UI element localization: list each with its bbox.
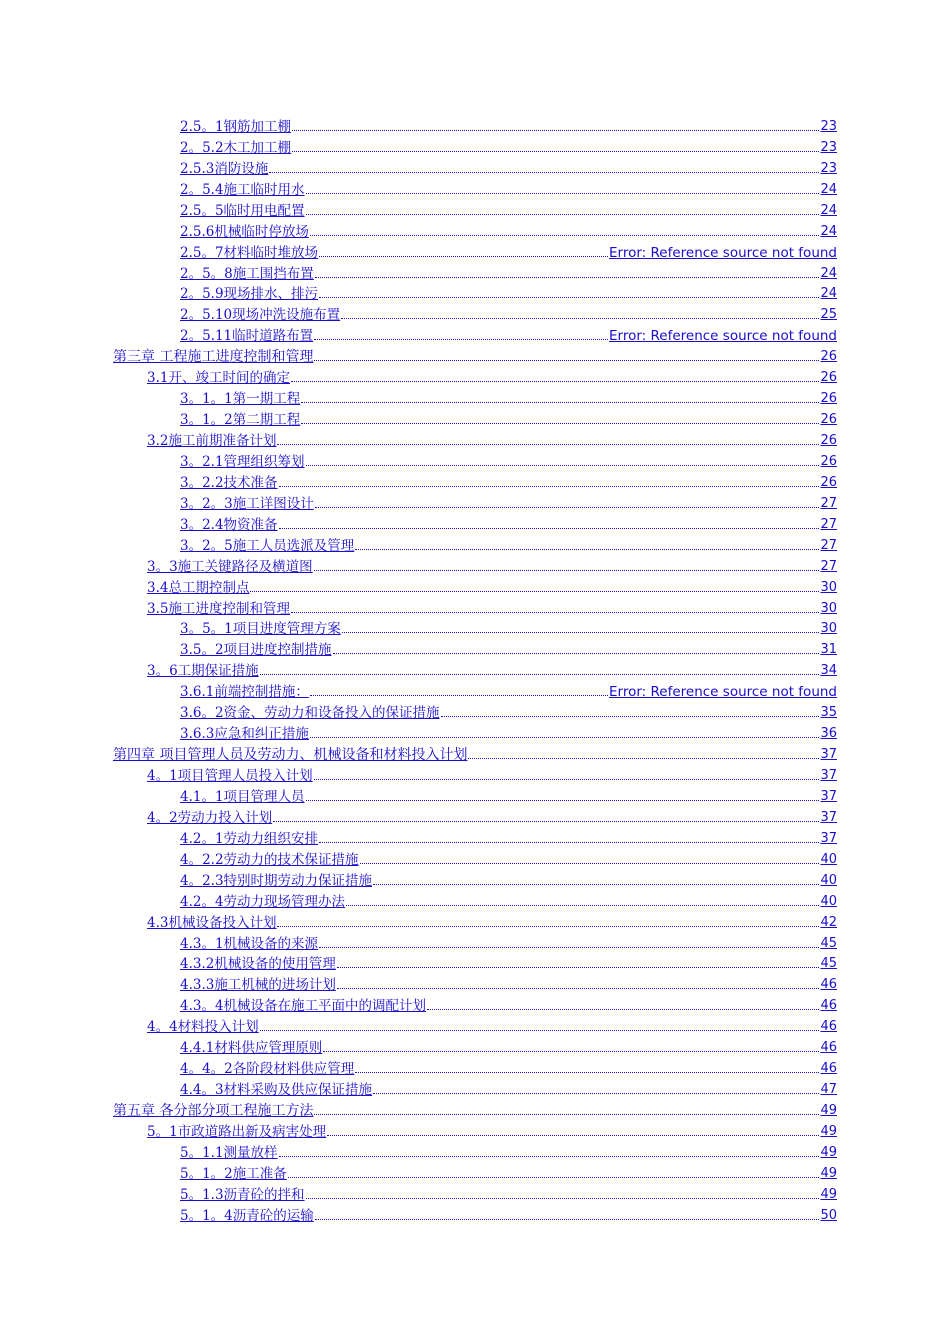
toc-dot-leader — [277, 926, 819, 927]
toc-entry[interactable] — [0, 659, 950, 680]
toc-entry[interactable] — [0, 869, 950, 890]
toc-entry-title: 2。5.4施工临时用水 — [180, 181, 305, 198]
table-of-contents — [0, 115, 950, 1225]
toc-entry-title: 3。5。1项目进度管理方案 — [180, 621, 341, 638]
toc-dot-leader — [310, 235, 820, 236]
toc-entry-page: 46 — [820, 1019, 837, 1035]
toc-entry-page: 26 — [820, 349, 837, 365]
toc-dot-leader — [291, 612, 819, 613]
toc-entry-title: 2。5.2木工加工棚 — [180, 139, 292, 156]
toc-entry[interactable] — [0, 115, 950, 136]
toc-entry-title: 2.5。7材料临时堆放场 — [180, 244, 319, 261]
toc-entry-page: 27 — [820, 558, 837, 574]
toc-entry-title: 4。4。2各阶段材料供应管理 — [180, 1061, 355, 1078]
toc-entry-title: 3。2.2技术准备 — [180, 474, 278, 491]
toc-dot-leader — [342, 632, 820, 633]
toc-entry-page: 27 — [820, 516, 837, 532]
toc-entry[interactable] — [0, 366, 950, 387]
toc-entry-title: 3。3施工关键路径及横道图 — [147, 558, 313, 575]
toc-entry-page: 31 — [820, 642, 837, 658]
toc-entry-page: 47 — [820, 1082, 837, 1098]
toc-entry-page: 26 — [820, 474, 837, 490]
toc-entry[interactable] — [0, 471, 950, 492]
toc-entry[interactable] — [0, 638, 950, 659]
toc-entry-page: 30 — [820, 621, 837, 637]
toc-entry-page: 24 — [820, 286, 837, 302]
toc-entry-title: 3.2施工前期准备计划 — [147, 433, 277, 449]
toc-entry-page: 46 — [820, 1040, 837, 1056]
toc-dot-leader — [291, 381, 819, 382]
toc-dot-leader — [355, 549, 819, 550]
toc-entry-title: 4.2。4劳动力现场管理办法 — [180, 893, 346, 910]
toc-dot-leader — [288, 1177, 820, 1178]
toc-entry-page: 46 — [820, 1061, 837, 1077]
toc-dot-leader — [315, 277, 820, 278]
toc-entry-page: 46 — [820, 977, 837, 993]
toc-dot-leader — [355, 1072, 819, 1073]
toc-entry[interactable] — [0, 743, 950, 764]
toc-entry-page: 26 — [820, 433, 837, 448]
toc-entry[interactable] — [0, 492, 950, 513]
toc-entry-page: 26 — [820, 412, 837, 428]
toc-dot-leader — [279, 1156, 820, 1157]
toc-entry-title: 2.5.6机械临时停放场 — [180, 223, 309, 240]
toc-entry-page: 40 — [820, 851, 837, 867]
toc-entry[interactable] — [0, 1120, 950, 1141]
toc-dot-leader — [292, 130, 819, 131]
toc-dot-leader — [306, 465, 820, 466]
toc-entry-title: 第三章 工程施工进度控制和管理 — [113, 349, 314, 366]
toc-entry[interactable] — [0, 408, 950, 429]
toc-entry-page: 24 — [820, 181, 837, 197]
toc-entry-title: 4.3。1机械设备的来源 — [180, 935, 319, 952]
toc-entry[interactable] — [0, 785, 950, 806]
toc-dot-leader — [314, 1114, 819, 1115]
toc-entry-page: 24 — [820, 202, 837, 218]
toc-entry-page: Error: Reference source not found — [609, 684, 837, 701]
toc-entry-title: 3。6工期保证措施 — [147, 663, 259, 680]
toc-dot-leader — [319, 297, 819, 298]
toc-entry-page: 23 — [820, 139, 837, 155]
toc-entry[interactable] — [0, 220, 950, 241]
toc-dot-leader — [315, 1219, 820, 1220]
toc-entry-page: Error: Reference source not found — [609, 328, 837, 345]
toc-entry[interactable] — [0, 1036, 950, 1057]
toc-entry-title: 3。2。5施工人员选派及管理 — [180, 537, 355, 554]
toc-dot-leader — [314, 360, 819, 361]
toc-entry-page: 37 — [820, 788, 837, 804]
toc-entry-title: 4.2。1劳动力组织安排 — [180, 830, 319, 847]
toc-entry-title: 2.5。5临时用电配置 — [180, 202, 305, 219]
toc-dot-leader — [306, 193, 820, 194]
toc-dot-leader — [319, 947, 819, 948]
toc-dot-leader — [260, 674, 820, 675]
toc-entry-page: 24 — [820, 223, 837, 239]
toc-entry-page: 24 — [820, 265, 837, 281]
toc-entry[interactable] — [0, 178, 950, 199]
toc-entry[interactable] — [0, 513, 950, 534]
toc-entry-title: 3.5。2项目进度控制措施 — [180, 642, 332, 659]
toc-entry[interactable] — [0, 199, 950, 220]
toc-entry-title: 4。4材料投入计划 — [147, 1019, 259, 1036]
toc-entry[interactable] — [0, 911, 950, 932]
toc-entry[interactable] — [0, 1162, 950, 1183]
toc-entry-title: 3.6.3应急和纠正措施 — [180, 726, 309, 743]
toc-entry-page: 27 — [820, 495, 837, 511]
toc-dot-leader — [319, 256, 608, 257]
toc-entry[interactable] — [0, 241, 950, 262]
toc-entry[interactable] — [0, 387, 950, 408]
toc-entry-page: 49 — [820, 1144, 837, 1160]
toc-entry[interactable] — [0, 262, 950, 283]
toc-entry-page: 30 — [820, 600, 837, 616]
toc-entry-title: 3.6.1前端控制措施： — [180, 684, 309, 701]
toc-entry-page: 26 — [820, 391, 837, 407]
toc-entry-page: 49 — [820, 1165, 837, 1181]
toc-dot-leader — [333, 653, 820, 654]
toc-entry-page: 49 — [820, 1186, 837, 1202]
toc-dot-leader — [310, 737, 820, 738]
toc-entry[interactable] — [0, 283, 950, 304]
toc-entry-title: 3。2.4物资准备 — [180, 516, 278, 533]
toc-entry-page: 40 — [820, 872, 837, 888]
toc-entry-title: 第五章 各分部分项工程施工方法 — [113, 1103, 314, 1119]
toc-entry-page: Error: Reference source not found — [609, 244, 837, 261]
toc-entry[interactable] — [0, 618, 950, 639]
toc-entry-title: 2。5.9现场排水、排污 — [180, 286, 319, 303]
toc-dot-leader — [306, 1198, 820, 1199]
toc-dot-leader — [337, 988, 820, 989]
toc-entry-page: 36 — [820, 726, 837, 742]
toc-entry[interactable] — [0, 345, 950, 366]
toc-entry-page: 37 — [820, 830, 837, 846]
toc-entry[interactable] — [0, 973, 950, 994]
toc-entry-page: 45 — [820, 935, 837, 951]
toc-entry[interactable] — [0, 932, 950, 953]
toc-entry[interactable] — [0, 450, 950, 471]
toc-entry[interactable] — [0, 324, 950, 345]
toc-entry-page: 26 — [820, 453, 837, 469]
toc-entry-page: 27 — [820, 537, 837, 553]
toc-entry-title: 4.3.2机械设备的使用管理 — [180, 956, 336, 973]
toc-entry-title: 5。1.3沥青砼的拌和 — [180, 1186, 305, 1203]
toc-dot-leader — [301, 402, 819, 403]
toc-entry-page: 50 — [820, 1207, 837, 1223]
toc-entry[interactable] — [0, 827, 950, 848]
toc-entry[interactable] — [0, 890, 950, 911]
toc-entry-page: 37 — [820, 809, 837, 825]
toc-dot-leader — [273, 821, 819, 822]
toc-entry[interactable] — [0, 429, 950, 450]
toc-entry-page: 46 — [820, 998, 837, 1014]
toc-entry[interactable] — [0, 701, 950, 722]
toc-dot-leader — [314, 779, 820, 780]
toc-dot-leader — [314, 570, 820, 571]
toc-entry-title: 4.3机械设备投入计划 — [147, 914, 277, 931]
toc-entry[interactable] — [0, 576, 950, 597]
toc-entry[interactable] — [0, 1204, 950, 1225]
toc-entry-title: 2。5.10现场冲洗设施布置 — [180, 307, 341, 324]
toc-entry[interactable] — [0, 848, 950, 869]
toc-dot-leader — [346, 905, 819, 906]
toc-dot-leader — [301, 423, 819, 424]
toc-entry-page: 40 — [820, 893, 837, 909]
toc-entry[interactable] — [0, 1183, 950, 1204]
toc-entry-title: 2.5.3消防设施 — [180, 160, 269, 177]
toc-dot-leader — [337, 967, 820, 968]
toc-entry[interactable] — [0, 680, 950, 701]
toc-entry-page: 45 — [820, 956, 837, 972]
toc-dot-leader — [292, 151, 819, 152]
toc-dot-leader — [315, 507, 820, 508]
toc-entry-page: 42 — [820, 914, 837, 930]
toc-entry-page: 35 — [820, 705, 837, 721]
toc-entry-title: 4。2劳动力投入计划 — [147, 809, 273, 826]
toc-entry-title: 3.1开、竣工时间的确定 — [147, 370, 290, 387]
toc-dot-leader — [373, 884, 819, 885]
toc-entry[interactable] — [0, 597, 950, 618]
toc-dot-leader — [373, 1093, 819, 1094]
toc-entry-page: 37 — [820, 747, 837, 763]
toc-entry-title: 4.4。3材料采购及供应保证措施 — [180, 1082, 373, 1099]
toc-entry-title: 5。1。2施工准备 — [180, 1165, 287, 1182]
toc-entry[interactable] — [0, 555, 950, 576]
toc-entry-page: 25 — [820, 307, 837, 323]
toc-dot-leader — [327, 1135, 819, 1136]
toc-entry-title: 4。2.3特别时期劳动力保证措施 — [180, 872, 373, 889]
toc-dot-leader — [427, 1009, 819, 1010]
toc-entry-title: 2。5.11临时道路布置 — [180, 328, 314, 345]
toc-entry-page: 26 — [820, 370, 837, 386]
toc-entry[interactable] — [0, 303, 950, 324]
toc-entry[interactable] — [0, 136, 950, 157]
toc-entry-page: 34 — [820, 663, 837, 679]
toc-dot-leader — [250, 591, 819, 592]
toc-entry-title: 3。2。3施工详图设计 — [180, 495, 314, 512]
toc-dot-leader — [319, 842, 819, 843]
toc-dot-leader — [310, 695, 608, 696]
toc-dot-leader — [306, 800, 820, 801]
toc-entry[interactable] — [0, 994, 950, 1015]
toc-entry-title: 5。1。4沥青砼的运输 — [180, 1207, 314, 1224]
toc-dot-leader — [260, 1030, 820, 1031]
toc-entry-title: 3.6。2资金、劳动力和设备投入的保证措施 — [180, 705, 440, 722]
toc-entry[interactable] — [0, 806, 950, 827]
toc-dot-leader — [323, 1051, 819, 1052]
toc-entry-page: 23 — [820, 160, 837, 176]
toc-entry-page: 49 — [820, 1123, 837, 1139]
toc-entry[interactable] — [0, 953, 950, 974]
toc-entry-title: 4.1。1项目管理人员 — [180, 788, 305, 805]
toc-entry-title: 4.3。4机械设备在施工平面中的调配计划 — [180, 998, 427, 1015]
toc-dot-leader — [269, 172, 819, 173]
toc-dot-leader — [279, 528, 820, 529]
toc-entry[interactable] — [0, 764, 950, 785]
toc-entry-page: 30 — [820, 579, 837, 595]
toc-dot-leader — [277, 444, 819, 445]
toc-entry[interactable] — [0, 1078, 950, 1099]
toc-entry-title: 第四章 项目管理人员及劳动力、机械设备和材料投入计划 — [113, 747, 468, 764]
toc-dot-leader — [360, 863, 820, 864]
toc-entry-title: 4。2.2劳动力的技术保证措施 — [180, 851, 359, 868]
toc-entry[interactable] — [0, 534, 950, 555]
toc-entry-title: 3.5施工进度控制和管理 — [147, 600, 290, 617]
toc-entry-title: 3。1。1第一期工程 — [180, 391, 301, 408]
toc-dot-leader — [468, 758, 819, 759]
toc-entry-title: 3。2.1管理组织筹划 — [180, 453, 305, 470]
toc-dot-leader — [306, 214, 820, 215]
toc-entry[interactable] — [0, 1057, 950, 1078]
toc-entry-title: 3。1。2第二期工程 — [180, 412, 301, 429]
toc-dot-leader — [279, 486, 820, 487]
toc-entry-title: 5。1市政道路出新及病害处理 — [147, 1123, 327, 1140]
toc-entry-title: 4.4.1材料供应管理原则 — [180, 1040, 323, 1057]
toc-dot-leader — [341, 318, 819, 319]
toc-entry-title: 3.4总工期控制点 — [147, 579, 250, 596]
toc-entry-title: 4.3.3施工机械的进场计划 — [180, 977, 336, 994]
toc-entry[interactable] — [0, 1099, 950, 1120]
toc-entry[interactable] — [0, 1141, 950, 1162]
toc-entry-page: 49 — [820, 1103, 837, 1118]
toc-entry[interactable] — [0, 157, 950, 178]
toc-entry[interactable] — [0, 1015, 950, 1036]
toc-dot-leader — [314, 339, 608, 340]
toc-entry-title: 4。1项目管理人员投入计划 — [147, 768, 313, 784]
toc-entry-page: 23 — [820, 118, 837, 134]
toc-entry-title: 2.5。1钢筋加工棚 — [180, 118, 292, 135]
toc-entry[interactable] — [0, 722, 950, 743]
toc-dot-leader — [441, 716, 820, 717]
toc-entry-title: 5。1.1测量放样 — [180, 1144, 278, 1161]
toc-entry-page: 37 — [820, 768, 837, 783]
toc-entry-title: 2。5。8施工围挡布置 — [180, 265, 314, 282]
